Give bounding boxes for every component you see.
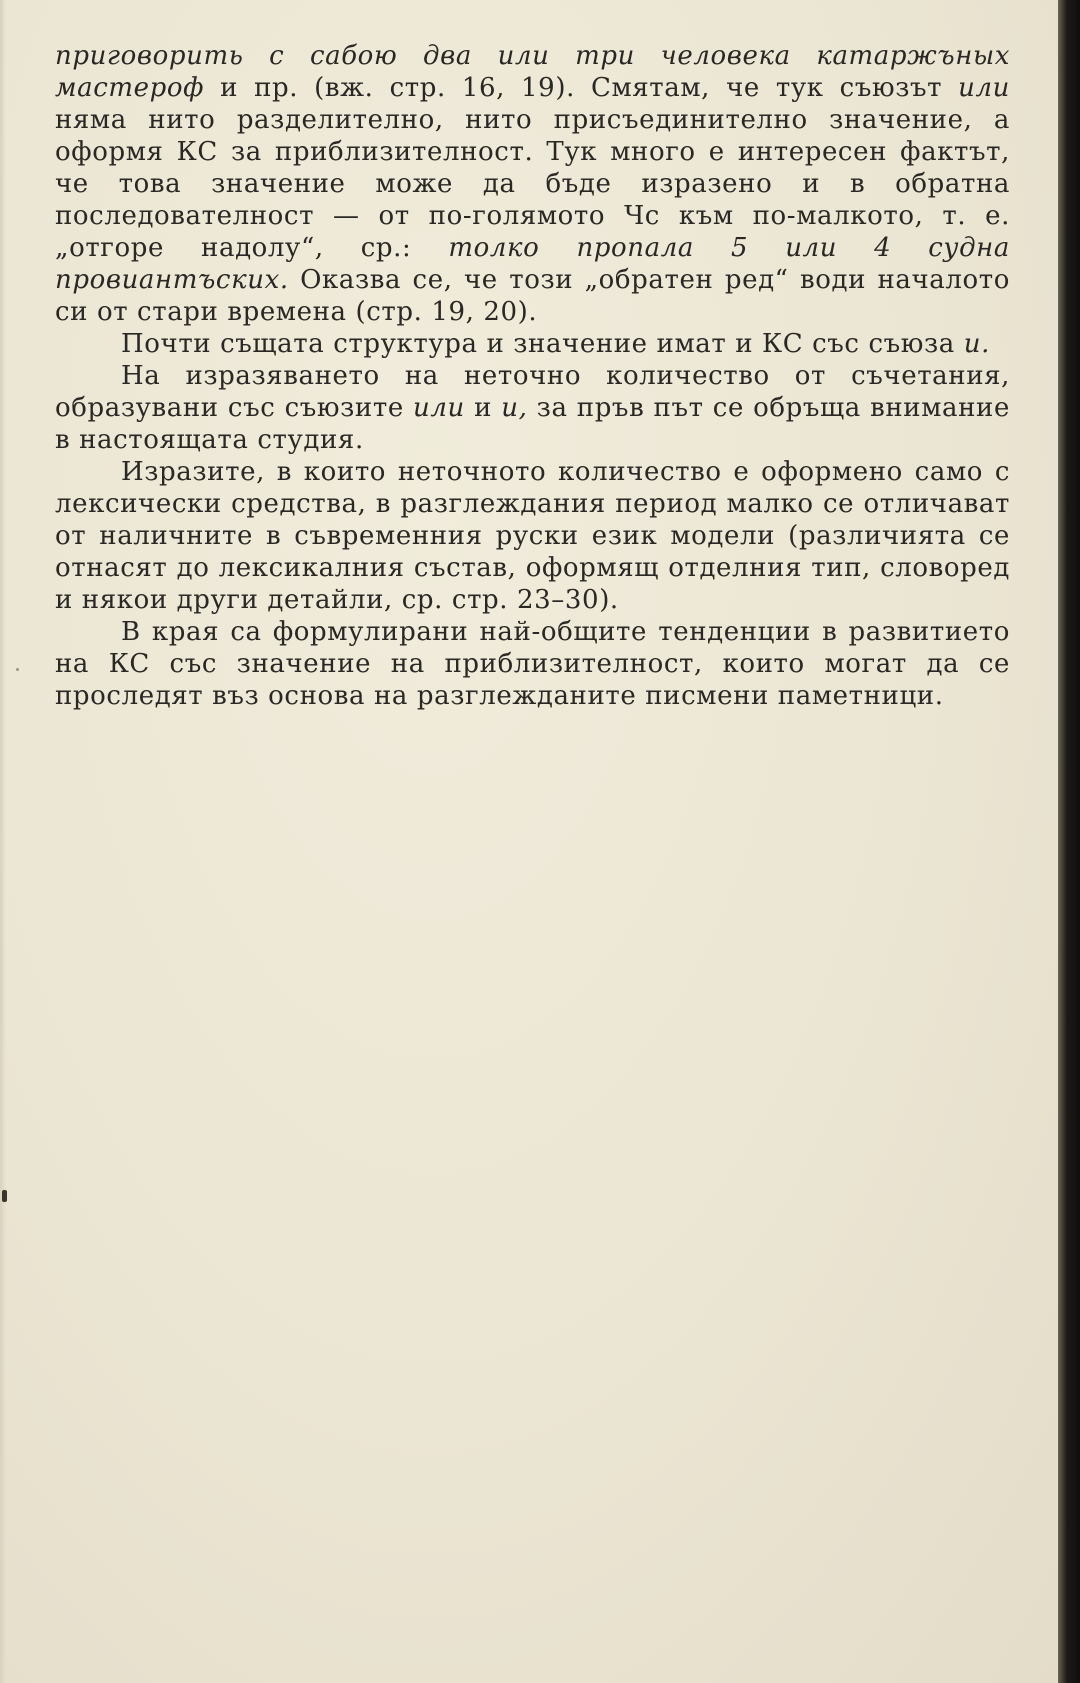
italic-quote: и.	[963, 329, 990, 359]
text-run: няма нито разделително, нито присъединително значение, а оформя КС за приблизителност. Тук много е интересен фактът, че това значение може да бъде изразено и в обратна последователност — от по-голямото Чс към по-малкото, т. е. „отгоре надолу“, ср.:	[55, 105, 1010, 263]
italic-quote: толко пропала 5 или 4 судна провиантъских.	[55, 233, 1010, 295]
text-run: и пр. (вж. стр. 16, 19). Смятам, че тук съюзът	[204, 73, 959, 103]
text-run: Оказва се, че този „обратен ред“ води началото си от стари времена (стр. 19, 20).	[55, 265, 1010, 327]
page-left-edge	[0, 0, 6, 1683]
text-run: На изразяването на неточно количество от съчетания, образувани със съюзите	[55, 361, 1010, 423]
paragraph-expression-inexact-quantity	[55, 360, 1010, 456]
text-run: В края са формулирани най-общите тенденции в развитието на КС със значение на приблизителност, които могат да се проследят въз основа на разглежданите писмени паметници.	[55, 617, 1010, 711]
italic-quote: или	[413, 393, 465, 423]
page-text	[55, 40, 1010, 712]
italic-quote: приговорить с сабою два или три человека катаржъных мастероф	[55, 41, 1010, 103]
italic-quote: или	[958, 73, 1010, 103]
text-run: Изразите, в които неточното количество е оформено само с лексически средства, в разглеждания период малко се отличават от наличните в съвременния руски език модели (различията се отнасят до лексикалния състав, оформящ отделния тип, словоред и някои други детайли, ср. стр. 23–30).	[55, 457, 1010, 615]
paragraph-lexical-means	[55, 456, 1010, 616]
paragraph-conclusion	[55, 616, 1010, 712]
text-run: за пръв път се обръща внимание в настоящата студия.	[55, 393, 1010, 455]
paper-mark	[2, 1190, 7, 1202]
paragraph-continuation	[55, 40, 1010, 328]
paragraph-almost-same-structure	[55, 328, 1010, 360]
paper-speck	[16, 668, 19, 671]
text-run: и	[464, 393, 502, 423]
scan-dark-edge	[1058, 0, 1080, 1683]
italic-quote: и,	[501, 393, 528, 423]
text-run: Почти същата структура и значение имат и КС със съюза	[121, 329, 964, 359]
